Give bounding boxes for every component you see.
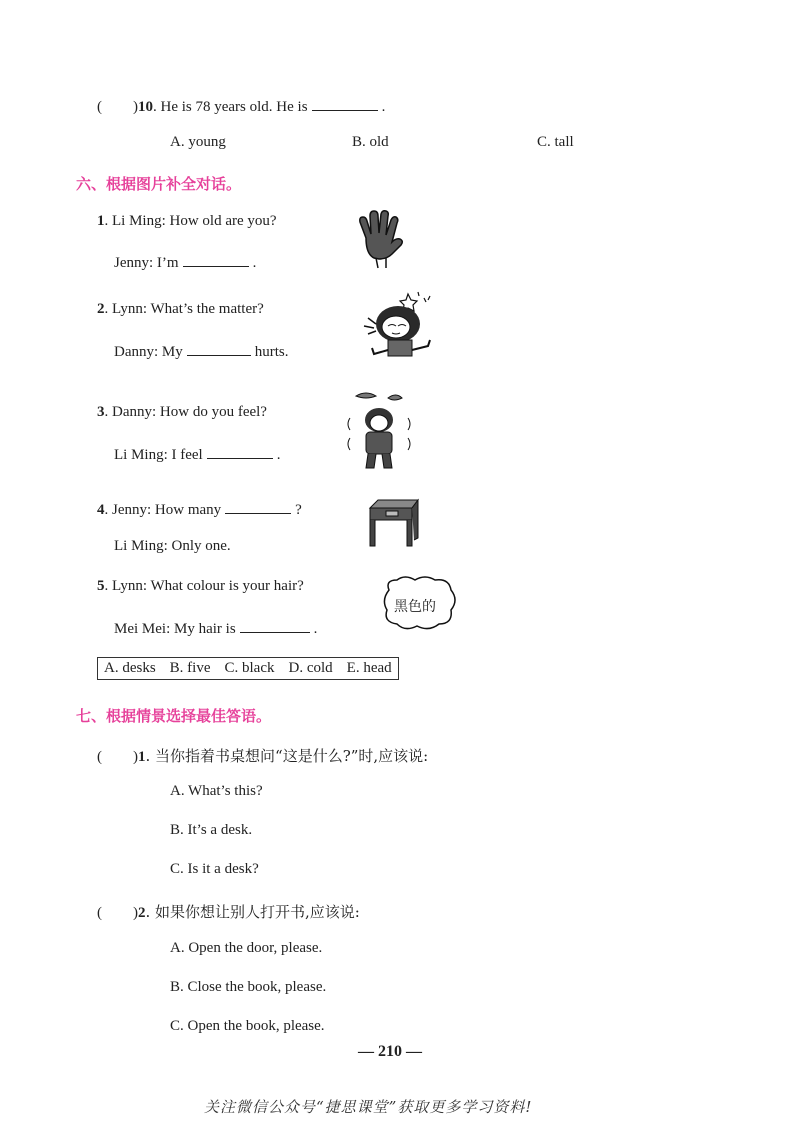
dialog-text: Li Ming: I feel [114,447,203,463]
shivering-child-image [346,388,412,474]
word-options-box [97,657,399,680]
answer-blank[interactable] [207,444,273,459]
dialog-text: . Lynn: What colour is your hair? [104,578,304,594]
answer-blank[interactable] [312,96,378,111]
question-prompt: . 当你指着书桌想问“这是什么?”时,应该说: [145,747,429,765]
dialog-1-line-1 [97,213,277,230]
answer-paren-close: ) [133,99,138,115]
word-option-c: C. black [224,660,275,676]
page-number: — 210 — [358,1043,422,1060]
question-prompt: . 如果你想让别人打开书,应该说: [145,903,360,921]
dialog-text: . Lynn: What’s the matter? [104,301,264,317]
dialog-3-line-2 [114,444,280,464]
q2-option-c: C. Open the book, please. [170,1018,325,1034]
answer-paren-open: ( [97,99,102,115]
dialog-text: . Danny: How do you feel? [104,404,267,420]
option-c: C. tall [537,134,574,150]
q2-option-b: B. Close the book, please. [170,979,327,995]
boy-headache-image [358,288,444,368]
answer-paren-open: ( [97,905,102,921]
question-text: . He is 78 years old. He is [153,99,308,115]
dialog-5-line-2 [114,618,317,638]
option-b: B. old [352,134,389,150]
section-7-title: 七、根据情景选择最佳答语。 [76,707,272,725]
word-option-b: B. five [169,660,211,676]
item-number: 4 [97,502,105,518]
dialog-2-line-2 [114,341,289,361]
answer-paren-open: ( [97,749,102,765]
dialog-text: Danny: My [114,344,183,360]
dialog-text: Mei Mei: My hair is [114,621,236,637]
dialog-text-end: hurts. [254,344,289,360]
dialog-3-line-1 [97,404,267,421]
question-10 [97,96,385,116]
dialog-text: . Jenny: How many [104,502,222,518]
situation-question-1 [97,745,428,766]
question-number: 2 [138,905,146,921]
dialog-text: . Li Ming: How old are you? [104,213,277,229]
dialog-text-end: . [313,621,318,637]
question-number: 10 [138,99,153,115]
q2-option-a: A. Open the door, please. [170,940,323,956]
option-a: A. young [170,134,226,150]
item-number: 1 [97,213,105,229]
question-text-end: . [381,99,386,115]
bubble-text: 黑色的 [394,599,436,615]
situation-question-2 [97,901,360,922]
dialog-text-end: . [252,255,257,271]
answer-blank[interactable] [183,252,249,267]
desk-image [366,498,422,550]
hand-five-fingers-image [352,208,408,270]
dialog-2-line-1 [97,301,264,318]
item-number: 3 [97,404,105,420]
dialog-1-line-2 [114,252,256,272]
dialog-text: Jenny: I’m [114,255,179,271]
answer-paren-close: ) [133,905,138,921]
q1-option-a: A. What’s this? [170,783,263,799]
answer-blank[interactable] [225,499,291,514]
dialog-text-end: ? [295,502,302,518]
section-6-title: 六、根据图片补全对话。 [76,175,242,193]
word-option-d: D. cold [288,660,333,676]
q1-option-b: B. It’s a desk. [170,822,253,838]
dialog-4-line-2: Li Ming: Only one. [114,538,231,554]
dialog-4-line-1 [97,499,302,519]
dialog-text-end: . [276,447,281,463]
question-number: 1 [138,749,146,765]
answer-blank[interactable] [240,618,310,633]
footer-note: 关注微信公众号“捷思课堂”获取更多学习资料! [204,1098,533,1116]
q1-option-c: C. Is it a desk? [170,861,259,877]
word-option-a: A. desks [104,660,156,676]
answer-paren-close: ) [133,749,138,765]
answer-blank[interactable] [187,341,251,356]
dialog-5-line-1 [97,578,304,595]
word-option-e: E. head [346,660,392,676]
item-number: 2 [97,301,105,317]
item-number: 5 [97,578,105,594]
